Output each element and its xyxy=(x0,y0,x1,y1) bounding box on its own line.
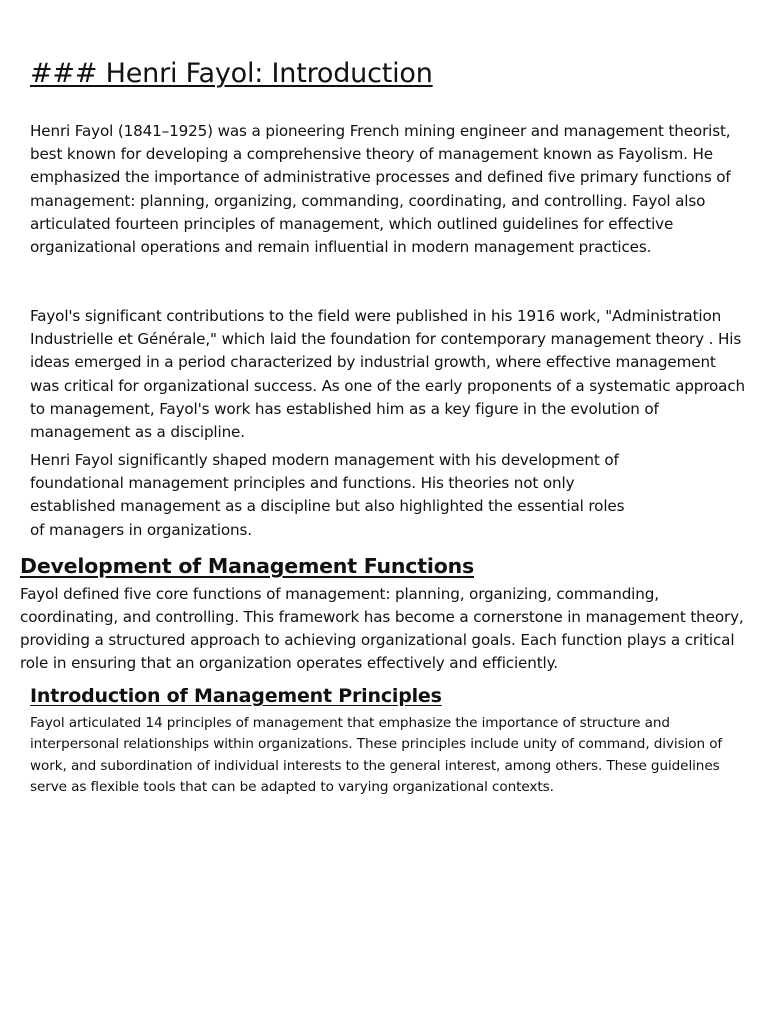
section-heading-management-principles: Introduction of Management Principles xyxy=(30,685,442,707)
section-body-management-principles: Fayol articulated 14 principles of management that emphasize the importance of structure and interpersonal relationships within organizations. These principles include unity of command, division of work, and subordination of individual interests to the general interest, among others. These guidelines serve as flexible tools that can be adapted to varying organizational contexts. xyxy=(30,715,723,796)
intro-paragraph-1: Henri Fayol (1841–1925) was a pioneering French mining engineer and management theorist, best known for developing a comprehensive theory of management known as Fayolism. He emphasized the importance of administrative processes and defined five primary functions of management: planning, organizing, commanding, coordinating, and controlling. Fayol also articulated fourteen principles of management, which outlined guidelines for effective organizational operations and remain influential in modern management practices. xyxy=(30,122,731,257)
intro-paragraph-3: Henri Fayol significantly shaped modern management with his development of foundational management principles and functions. His theories not only established management as a discipline but also highlighted the essential roles of managers in organizations. xyxy=(30,451,625,539)
section-heading-management-functions: Development of Management Functions xyxy=(20,554,474,578)
section-body-management-functions: Fayol defined five core functions of management: planning, organizing, commanding, coordinating, and controlling. This framework has become a cornerstone in management theory, providing a structured approach to achieving organizational goals. Each function plays a critical role in ensuring that an organization operates effectively and efficiently. xyxy=(20,585,744,672)
page-title: ### Henri Fayol: Introduction xyxy=(30,58,433,89)
intro-paragraph-2: Fayol's significant contributions to the field were published in his 1916 work, "Administration Industrielle et Générale," which laid the foundation for contemporary management theory . His ideas emerged in a period characterized by industrial growth, where effective management was critical for organizational success. As one of the early proponents of a systematic approach to management, Fayol's work has established him as a key figure in the evolution of management as a discipline. xyxy=(30,307,745,442)
